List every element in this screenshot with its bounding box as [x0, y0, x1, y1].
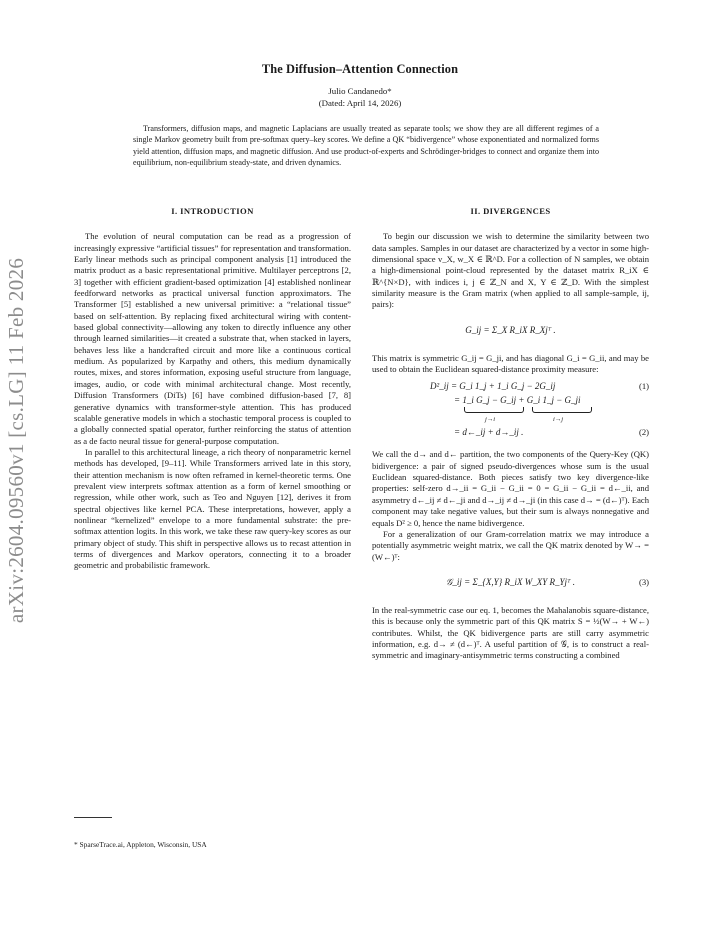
- arxiv-stamp: [0, 160, 34, 720]
- equation-distance-line-1: D²_ij = G_i 1_j + 1_i G_j − 2G_ij: [430, 381, 556, 392]
- equation-distance-line-2: = 1_i G_j − G_ij + G_i 1_j − G_ji: [454, 395, 581, 406]
- equation-distance: [372, 379, 649, 443]
- divergence-paragraph-2: This matrix is symmetric G_ij = G_ji, and has diagonal G_i = G_ii, and may be used to obtain the Euclidean squared-distance proximity measure:: [372, 352, 649, 375]
- divergence-paragraph-3: We call the d→ and d← partition, the two components of the Query-Key (QK) bidivergence: a pair of signed pseudo-divergences whose sum is the usual Euclidean squared-distance. Both pieces satisfy two key divergence-like properties: self-zero d→_ii = G_ii − G_ii = 0 = G_ii − G_ii = d←_ii, and asymmetry d←_ij ≠ d←_ji and d→_ij ≠ d→_ji (in this case d→ = (d←)ᵀ). Each component may take negative values, but their sum is always nonnegative and equals D² ≥ 0, hence the name bidivergence.: [372, 449, 649, 528]
- intro-paragraph-2: In parallel to this architectural lineage, a rich theory of nonparametric kernel methods has developed, [9–11]. While Transformers arrived late in this story, their attention mechanism is now often reframed in kernel-theoretic terms. One prevalent view interprets softmax attention as a form of kernel smoothing or regression, while other work, such as Teo and Nguyen [12], derives it from spectral objectives like kernel PCA. These interpretations, however, apply a nonlinear “kernelized” envelope to a more fundamental substrate: the pre-softmax attention logits. In this work, we take these raw query-key scores as our primary object of study. This shift in perspective allows us to recast attention in terms of divergences and Markov operators, connecting it to a broader geometric and probabilistic framework.: [74, 446, 351, 571]
- paper-title: The Diffusion–Attention Connection: [261, 62, 459, 76]
- equation-gram-body: G_ij = Σ_X R_iX R_Xjᵀ .: [465, 324, 556, 335]
- footnote-rule: [74, 817, 112, 818]
- author: Julio Candanedo*: [328, 86, 392, 96]
- equation-gram: [372, 317, 649, 347]
- divergence-paragraph-1: To begin our discussion we wish to determine the similarity between two data samples. Samples in our dataset are characterized by a vector in some high-dimensional space v_X, w_X ∈ ℝ^D. For a collection of N samples, we obtain a high-dimensional point-cloud represented by the dataset matrix R_iX ∈ ℝ^{N×D}, with indices i, j ∈ ℤ_N and X, Y ∈ ℤ_D. With the simplest similarity measure is the Gram matrix (when applied to all sample-sample, ij, pairs):: [372, 231, 649, 310]
- date-line: (Dated: April 14, 2026): [318, 98, 402, 108]
- underbrace-left: [464, 407, 524, 413]
- footnote: * SparseTrace.ai, Appleton, Wisconsin, USA: [74, 840, 207, 849]
- divergence-paragraph-4: For a generalization of our Gram-correlation matrix we may introduce a potentially asymmetric weight matrix, we call the QK matrix denoted by W→ = (W←)ᵀ:: [372, 528, 649, 562]
- arxiv-id: arXiv:2604.09560v1 [cs.LG] 11 Feb 2026: [4, 257, 29, 623]
- abstract: Transformers, diffusion maps, and magnetic Laplacians are usually treated as separate tools; we show they are all different regimes of a single Markov geometry built from pre-softmax query–key scores. We define a QK “bidivergence” whose exponentiated and normalized forms yield attention, diffusion maps, and magnetic diffusion. And use product-of-experts and Schrödinger-bridges to connect and organize them into equilibrium, non-equilibrium steady-state, and driven dynamics.: [133, 124, 599, 167]
- equation-number-1: (1): [638, 381, 649, 392]
- section-heading-introduction: I. INTRODUCTION: [171, 206, 254, 216]
- divergence-paragraph-5: In the real-symmetric case our eq. 1, becomes the Mahalanobis square-distance, this is because only the symmetric part of this QK matrix S = ½(W→ + W←) contributes. Whilst, the QK bidivergence parts are still carry asymmetric information, e.g. d→ ≠ (d←)ᵀ. A useful partition of 𝒢, is to construct a real-symmetric and imaginary-antisymmetric terms constructing a combined: [372, 604, 649, 661]
- equation-distance-line-3: = d←_ij + d→_ij .: [454, 427, 524, 438]
- equation-number-2: (2): [638, 427, 649, 438]
- right-column: [372, 206, 649, 662]
- equation-qk-body: 𝒢_ij = Σ_{X,Y} R_iX W_XY R_Yjᵀ .: [445, 576, 575, 587]
- left-column: [74, 206, 351, 572]
- section-heading-divergences: II. DIVERGENCES: [470, 206, 551, 216]
- underbrace-label-left: j→i: [485, 416, 496, 424]
- underbrace-right: [532, 407, 592, 413]
- equation-number-3: (3): [638, 576, 649, 587]
- equation-qk: [372, 569, 649, 599]
- intro-paragraph-1: The evolution of neural computation can be read as a progression of increasingly expressive “artificial tissues” for representation and transformation. Early linear methods such as principal component analysis [1] introduced the matrix product as a basic representational primitive. Multilayer perceptrons [2, 3] together with efficient gradient-based optimization [4] established nonlinear feedforward networks as practical universal function approximators. The Transformer [5] established a new universal primitive: a “relational tissue” based on self-attention. By replacing fixed architectural wiring with content-based global connectivity—allowing any token to directly influence any other through learned similarities—it created a substrate that, when stacked in layers, behaves less like a handcrafted circuit and more like a continuous cortical medium. As popularized by Karpathy and others, this medium dynamically routes, mixes, and stores information, exposing useful structure from language, images, audio, or code with minimal architectural change. Most recently, Diffusion Transformers (DiTs) [6] have combined diffusion-based [7, 8] generative dynamics with transformer-style attention. This has produced scalable generative models in which a stochastic temporal process is coupled to a globally connected spatial operator, further reinforcing the status of attention as a de facto neural tissue for general-purpose computation.: [74, 231, 351, 446]
- underbrace-label-right: i→j: [553, 416, 564, 424]
